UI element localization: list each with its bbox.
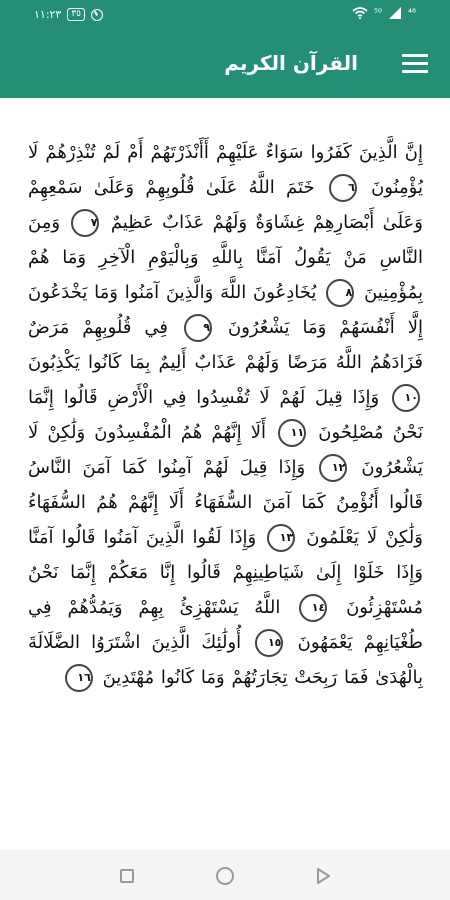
status-time: ١١:٢٣ bbox=[34, 8, 62, 21]
verse-text: خَتَمَ اللَّهُ عَلَىٰ قُلُوبِهِمْ وَعَلَىٰ سَمْعِهِمْ وَعَلَىٰ أَبْصَارِهِمْ غِشَاوَةٌ وَلَهُمْ عَذَابٌ عَظِيمٌ bbox=[28, 177, 423, 233]
ayah-number-marker: ١٦ bbox=[65, 664, 93, 692]
alarm-icon bbox=[91, 9, 103, 21]
hamburger-menu-icon[interactable] bbox=[402, 54, 428, 74]
verse-text: وَمِنَ النَّاسِ مَنْ يَقُولُ آمَنَّا بِاللَّهِ وَبِالْيَوْمِ الْآخِرِ وَمَا هُمْ بِمُؤْمِنِينَ bbox=[28, 212, 423, 303]
ayah-number-marker: ١٥ bbox=[255, 629, 283, 657]
app-bar bbox=[0, 30, 450, 98]
wifi-icon bbox=[352, 7, 368, 19]
verse-text: أُولَٰئِكَ الَّذِينَ اشْتَرَوُا الضَّلَالَةَ بِالْهُدَىٰ فَمَا رَبِحَتْ تِجَارَتُهُمْ وَمَا كَانُوا مُهْتَدِينَ bbox=[28, 632, 423, 688]
app-title: القرآن الكريم bbox=[224, 51, 358, 75]
ayah-number-marker: ١٠ bbox=[392, 384, 420, 412]
ayah-number-marker: ٨ bbox=[326, 279, 354, 307]
square-back-icon[interactable] bbox=[120, 869, 134, 883]
ayah-number-marker: ٦ bbox=[329, 174, 357, 202]
verse-text: وَإِذَا قِيلَ لَهُمْ آمِنُوا كَمَا آمَنَ النَّاسُ قَالُوا أَنُؤْمِنُ كَمَا آمَنَ السُّفَهَاءُ أَلَا إِنَّهُمْ هُمُ السُّفَهَاءُ وَلَٰكِنْ لَا يَعْلَمُونَ bbox=[28, 457, 423, 548]
ayah-number-marker: ١٣ bbox=[267, 524, 295, 552]
quran-text bbox=[28, 135, 423, 795]
status-left bbox=[34, 8, 103, 21]
verse-text: يُخَادِعُونَ اللَّهَ وَالَّذِينَ آمَنُوا وَمَا يَخْدَعُونَ إِلَّا أَنْفُسَهُمْ وَمَا يَشْعُرُونَ bbox=[28, 282, 423, 338]
wifi-label: ⁵⁰ bbox=[373, 7, 382, 19]
verse-text: اللَّهُ يَسْتَهْزِئُ بِهِمْ وَيَمُدُّهُمْ فِي طُغْيَانِهِمْ يَعْمَهُونَ bbox=[28, 597, 423, 653]
ayah-number-marker: ١١ bbox=[278, 419, 306, 447]
ayah-number-marker: ٩ bbox=[184, 314, 212, 342]
ayah-number-marker: ١٢ bbox=[319, 454, 347, 482]
circle-home-icon[interactable] bbox=[216, 867, 234, 885]
status-right bbox=[352, 7, 416, 19]
verse-text: وَإِذَا لَقُوا الَّذِينَ آمَنُوا قَالُوا آمَنَّا وَإِذَا خَلَوْا إِلَىٰ شَيَاطِينِهِمْ قَالُوا إِنَّا مَعَكُمْ إِنَّمَا نَحْنُ مُسْتَهْزِئُونَ bbox=[28, 527, 423, 618]
battery-level: ٣٥ bbox=[71, 9, 82, 19]
signal-icon bbox=[388, 7, 402, 19]
ayah-number-marker: ٧ bbox=[71, 209, 99, 237]
verse-text: وَإِذَا قِيلَ لَهُمْ لَا تُفْسِدُوا فِي الْأَرْضِ قَالُوا إِنَّمَا نَحْنُ مُصْلِحُونَ bbox=[28, 387, 423, 443]
verse-text: فِي قُلُوبِهِمْ مَرَضٌ فَزَادَهُمُ اللَّهُ مَرَضًا وَلَهُمْ عَذَابٌ أَلِيمٌ بِمَا كَانُوا يَكْذِبُونَ bbox=[28, 317, 423, 373]
system-nav-bar bbox=[0, 850, 450, 900]
verse-text: إِنَّ الَّذِينَ كَفَرُوا سَوَاءٌ عَلَيْهِمْ أَأَنْذَرْتَهُمْ أَمْ لَمْ تُنْذِرْهُمْ لَا يُؤْمِنُونَ bbox=[28, 142, 423, 198]
signal-label: ⁴⁶ bbox=[407, 7, 416, 19]
ayah-number-marker: ١٤ bbox=[299, 594, 327, 622]
battery-icon bbox=[67, 8, 85, 21]
status-bar bbox=[0, 0, 450, 30]
verse-text: أَلَا إِنَّهُمْ هُمُ الْمُفْسِدُونَ وَلَٰكِنْ لَا يَشْعُرُونَ bbox=[28, 422, 423, 478]
triangle-recent-icon[interactable] bbox=[314, 867, 332, 885]
